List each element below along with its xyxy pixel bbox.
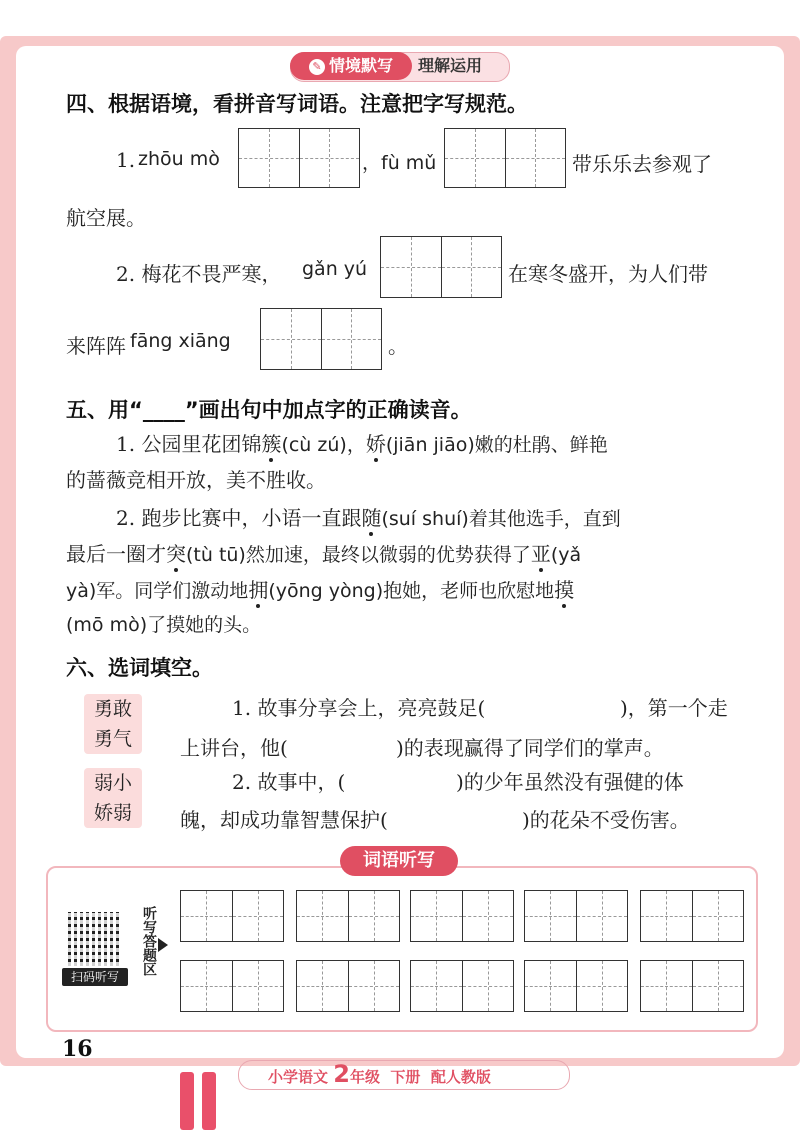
s4-q1-line2: 航空展。 xyxy=(66,206,146,230)
answer-grid-ganyu[interactable] xyxy=(380,236,502,298)
dictation-grid[interactable] xyxy=(640,890,744,942)
footer-subject: 小学语文 xyxy=(268,1068,329,1086)
footer-edition: 配人教版 xyxy=(430,1068,491,1086)
s6-q2-d: )的花朵不受伤害。 xyxy=(522,808,690,832)
s6-q2-c: 魄，却成功靠智慧保护( xyxy=(180,808,388,832)
s5-l4-c: (yǎ xyxy=(550,544,582,566)
s5-l3-b: (suí shuí)着其他选手，直到 xyxy=(381,508,621,530)
section4-title: 四、根据语境，看拼音写词语。注意把字写规范。 xyxy=(66,92,528,116)
s5-title-post: ”画出句中加点字的正确读音。 xyxy=(184,398,472,422)
footer-book-info xyxy=(268,1062,491,1086)
s5-dotted-char: 簇 xyxy=(261,432,282,456)
s5-l4-b: (tù tū)然加速，最终以微弱的优势获得了 xyxy=(186,544,531,566)
s5-l5-b: (yōng yòng)抱她，老师也欣慰地 xyxy=(268,580,555,602)
footer-term: 下册 xyxy=(390,1068,421,1086)
section6-title: 六、选词填空。 xyxy=(66,656,213,680)
s6-q1-b: )，第一个走 xyxy=(620,696,728,720)
scan-to-dictate-label: 扫码听写 xyxy=(62,968,128,986)
s5-line4 xyxy=(66,538,581,567)
s5-l1-c: (jiān jiāo)嫩的杜鹃、鲜艳 xyxy=(385,434,608,456)
section5-title xyxy=(66,394,472,424)
s5-line2: 的蔷薇竞相开放，美不胜收。 xyxy=(66,468,326,492)
s5-dotted-char: 突 xyxy=(166,542,186,566)
s5-line3 xyxy=(116,502,621,531)
s5-line6: (mō mò)了摸她的头。 xyxy=(66,614,262,636)
header-tag-label: 情境默写 xyxy=(328,56,393,75)
s4-q1-after: 带乐乐去参观了 xyxy=(572,152,712,176)
footer-grade: 年级 xyxy=(349,1068,380,1086)
s5-dotted-char: 随 xyxy=(361,506,382,530)
dictation-grid[interactable] xyxy=(524,960,628,1012)
s4-q2-after: 在寒冬盛开，为人们带 xyxy=(508,262,708,286)
s4-q1-pinyin2: ，fù mǔ xyxy=(362,152,437,174)
word-choice: 勇气 xyxy=(93,728,132,750)
s4-q2-end: 。 xyxy=(388,334,408,358)
s4-q2-pre: 2. 梅花不畏严寒， xyxy=(116,262,282,286)
header-subtitle: 理解运用 xyxy=(418,56,483,75)
dictation-grid[interactable] xyxy=(296,960,400,1012)
s4-q1-pinyin1: zhōu mò xyxy=(138,148,220,170)
s5-l5-a: yà)军。同学们激动地 xyxy=(66,580,249,602)
s5-dotted-char: 拥 xyxy=(248,578,269,602)
dictation-area-label: 听写答题区 xyxy=(141,906,157,976)
arrow-right-icon xyxy=(158,938,168,952)
s6-q1-d: )的表现赢得了同学们的掌声。 xyxy=(396,736,664,760)
s5-l3-a: 2. 跑步比赛中，小语一直跟 xyxy=(116,506,362,530)
s6-q2-a: 2. 故事中，( xyxy=(232,770,346,794)
s5-title-pre: 五、用“ xyxy=(66,398,143,422)
s5-dotted-char: 摸 xyxy=(554,578,575,602)
pen-icon: ✎ xyxy=(309,59,325,75)
s5-l1-a: 1. 公园里花团锦 xyxy=(116,432,262,456)
header-tag xyxy=(290,52,412,80)
dictation-grid[interactable] xyxy=(296,890,400,942)
dictation-grid[interactable] xyxy=(180,890,284,942)
s4-q1-num: 1. xyxy=(116,148,136,172)
dictation-grid[interactable] xyxy=(410,890,514,942)
s5-l1-b: (cù zú)， xyxy=(281,434,366,456)
s5-line5 xyxy=(66,574,574,603)
word-choice: 弱小 xyxy=(93,772,132,794)
s5-l4-a: 最后一圈才 xyxy=(66,542,166,566)
page-number: 16 xyxy=(62,1036,93,1062)
dictation-grid[interactable] xyxy=(180,960,284,1012)
s6-q2-b: )的少年虽然没有强健的体 xyxy=(456,770,684,794)
qr-code-icon[interactable] xyxy=(68,912,122,966)
s5-dotted-char: 亚 xyxy=(530,542,551,566)
s6-q1-c: 上讲台，他( xyxy=(180,736,288,760)
answer-grid-fumu[interactable] xyxy=(444,128,566,188)
word-choice: 娇弱 xyxy=(93,802,132,824)
s6-q1-a: 1. 故事分享会上，亮亮鼓足( xyxy=(232,696,486,720)
footer-grade-number: 2 xyxy=(333,1060,350,1088)
dictation-grid[interactable] xyxy=(524,890,628,942)
s5-dotted-char: 娇 xyxy=(365,432,386,456)
answer-grid-zhoumo[interactable] xyxy=(238,128,360,188)
word-choice-chip-2 xyxy=(84,768,142,828)
word-choice: 勇敢 xyxy=(93,698,132,720)
s5-title-blank: ____ xyxy=(142,398,185,422)
dictation-banner: 词语听写 xyxy=(340,846,458,876)
word-choice-chip-1 xyxy=(84,694,142,754)
dictation-grid[interactable] xyxy=(640,960,744,1012)
s4-q2-pinyin2: fāng xiāng xyxy=(130,330,231,352)
s5-line1 xyxy=(116,428,608,457)
answer-grid-fangxiang[interactable] xyxy=(260,308,382,370)
s4-q2-line2: 来阵阵 xyxy=(66,334,126,358)
dictation-grid[interactable] xyxy=(410,960,514,1012)
bookmark-ribbon xyxy=(180,1072,234,1130)
s4-q2-pinyin1: gǎn yú xyxy=(302,258,368,280)
